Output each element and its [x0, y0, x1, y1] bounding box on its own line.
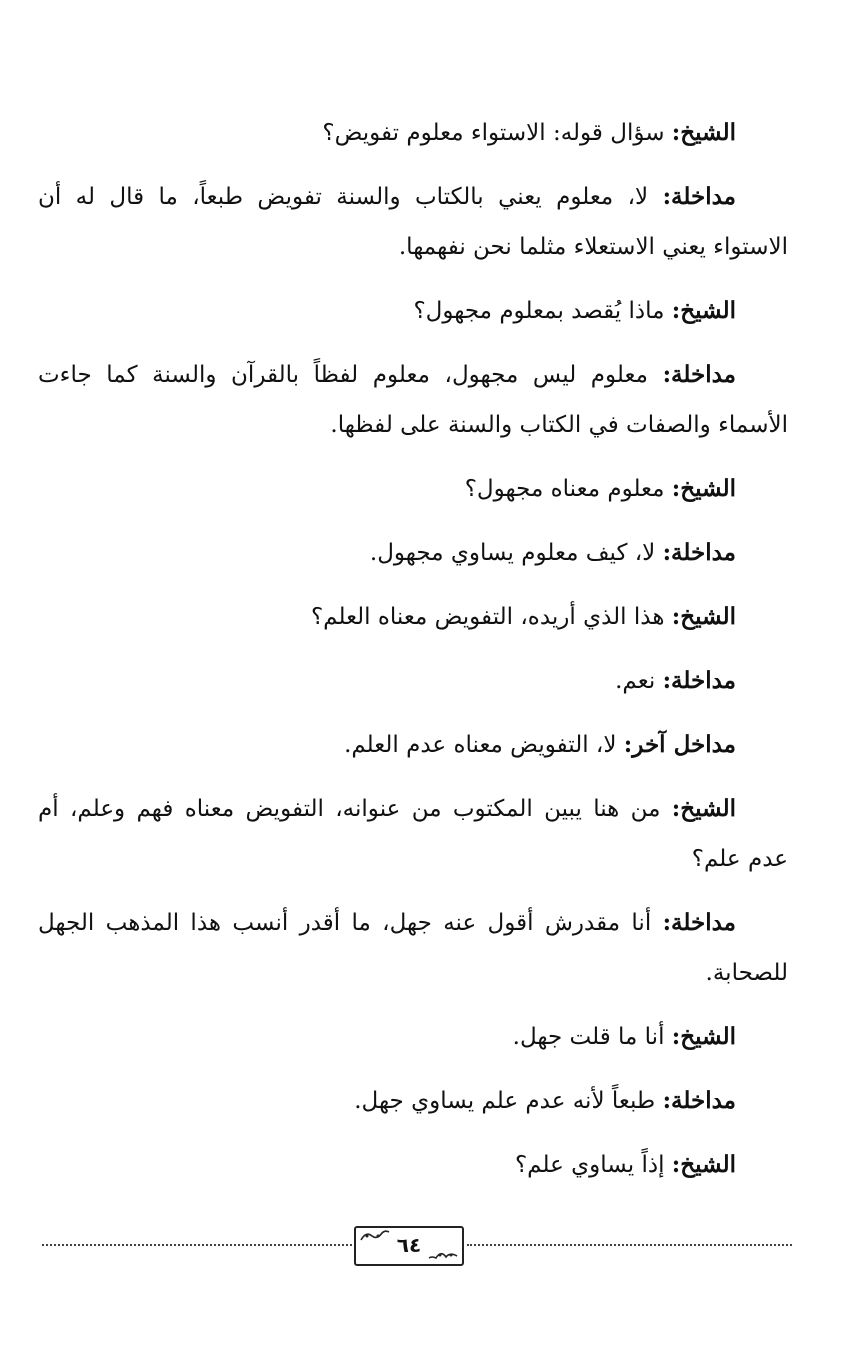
dialogue-paragraph: [38, 350, 788, 450]
speaker-label: الشيخ:: [671, 119, 736, 146]
speaker-label: مداخلة:: [662, 1087, 736, 1114]
floral-ornament-icon: [428, 1248, 458, 1262]
dialogue-paragraph: [38, 656, 788, 706]
speaker-label: مداخلة:: [662, 539, 736, 566]
dialogue-paragraph: [38, 1012, 788, 1062]
dialogue-paragraph: [38, 464, 788, 514]
dialogue-paragraph: [38, 592, 788, 642]
dotted-rule: [42, 1244, 352, 1246]
dialogue-paragraph: [38, 784, 788, 884]
dotted-rule: [467, 1244, 792, 1246]
paragraph-text: ماذا يُقصد بمعلوم مجهول؟: [413, 298, 672, 324]
speaker-label: الشيخ:: [671, 297, 736, 324]
paragraph-text: أنا مقدرش أقول عنه جهل، ما أقدر أنسب هذا المذهب الجهل للصحابة.: [38, 910, 788, 986]
speaker-label: مداخل آخر:: [623, 731, 736, 758]
paragraph-text: لا، معلوم يعني بالكتاب والسنة تفويض طبعاً، ما قال له أن الاستواء يعني الاستعلاء مثلما نحن نفهمها.: [38, 184, 788, 260]
dialogue-paragraph: [38, 286, 788, 336]
speaker-label: مداخلة:: [662, 183, 736, 210]
paragraph-text: لا، التفويض معناه عدم العلم.: [344, 732, 624, 758]
speaker-label: مداخلة:: [662, 909, 736, 936]
paragraph-text: طبعاً لأنه عدم علم يساوي جهل.: [354, 1088, 663, 1114]
dialogue-paragraph: [38, 1140, 788, 1190]
speaker-label: الشيخ:: [671, 1023, 736, 1050]
page-number: ٦٤: [396, 1233, 422, 1257]
paragraph-text: من هنا يبين المكتوب من عنوانه، التفويض معناه فهم وعلم، أم عدم علم؟: [38, 796, 788, 872]
speaker-label: مداخلة:: [662, 667, 736, 694]
speaker-label: مداخلة:: [662, 361, 736, 388]
paragraph-text: لا، كيف معلوم يساوي مجهول.: [369, 540, 663, 566]
paragraph-text: أنا ما قلت جهل.: [512, 1024, 672, 1050]
dialogue-paragraph: [38, 898, 788, 998]
speaker-label: الشيخ:: [671, 1151, 736, 1178]
speaker-label: الشيخ:: [671, 795, 736, 822]
paragraph-text: هذا الذي أريده، التفويض معناه العلم؟: [310, 604, 672, 630]
dialogue-paragraph: [38, 720, 788, 770]
paragraph-text: نعم.: [615, 668, 663, 694]
dialogue-paragraph: [38, 172, 788, 272]
dialogue-paragraph: [38, 1076, 788, 1126]
paragraph-text: معلوم معناه مجهول؟: [464, 476, 672, 502]
paragraph-text: إذاً يساوي علم؟: [514, 1152, 672, 1178]
dialogue-paragraph: [38, 528, 788, 578]
speaker-label: الشيخ:: [671, 475, 736, 502]
dialogue-paragraph: [38, 108, 788, 158]
speaker-label: الشيخ:: [671, 603, 736, 630]
paragraph-text: سؤال قوله: الاستواء معلوم تفويض؟: [322, 120, 672, 146]
page-footer: [42, 1226, 792, 1276]
paragraph-text: معلوم ليس مجهول، معلوم لفظاً بالقرآن والسنة كما جاءت الأسماء والصفات في الكتاب والسنة على لفظها.: [38, 362, 788, 438]
page-number-frame: [354, 1226, 464, 1266]
dialogue-text: [38, 108, 788, 1204]
